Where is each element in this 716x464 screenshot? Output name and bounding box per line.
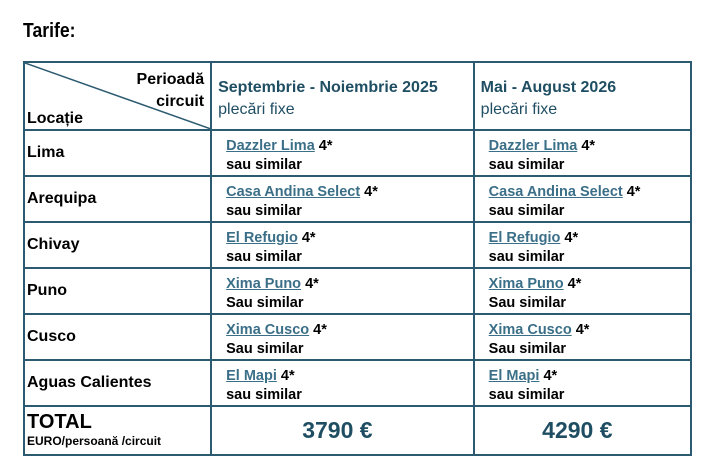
total-label: TOTAL xyxy=(27,411,92,433)
hotel-link[interactable]: Xima Puno xyxy=(488,276,564,292)
hotel-stars: 4* xyxy=(360,184,378,200)
total-label-cell xyxy=(24,406,211,455)
hotel-cell xyxy=(211,314,474,360)
hotel-stars: 4* xyxy=(314,138,333,154)
period-header-1 xyxy=(211,62,474,130)
hotel-note: sau similar xyxy=(226,157,302,173)
hotel-link[interactable]: Xima Cusco xyxy=(488,322,572,338)
hotel-cell xyxy=(474,130,691,176)
hotel-stars: 4* xyxy=(622,184,641,200)
corner-header-cell xyxy=(24,62,211,130)
hotel-stars: 4* xyxy=(297,230,316,246)
location-name: Chivay xyxy=(27,236,80,253)
location-name: Aguas Calientes xyxy=(27,374,152,391)
period-subtitle: plecări fixe xyxy=(480,101,558,118)
tariff-table xyxy=(23,61,692,456)
hotel-link[interactable]: Casa Andina Select xyxy=(488,184,623,200)
table-row xyxy=(24,222,691,268)
hotel-note: sau similar xyxy=(488,157,565,173)
table-header-row xyxy=(24,62,691,130)
location-name: Lima xyxy=(27,144,65,161)
corner-period-line2: circuit xyxy=(156,93,205,110)
hotel-cell xyxy=(211,176,474,222)
hotel-note: sau similar xyxy=(226,249,302,265)
hotel-cell xyxy=(474,222,691,268)
hotel-link[interactable]: Casa Andina Select xyxy=(226,184,361,200)
hotel-stars: 4* xyxy=(309,322,327,338)
location-cell xyxy=(24,130,211,176)
hotel-note: sau similar xyxy=(226,203,302,219)
location-cell xyxy=(24,222,211,268)
hotel-note: Sau similar xyxy=(226,295,304,311)
table-row xyxy=(24,360,691,406)
price-cell xyxy=(474,406,691,455)
hotel-link[interactable]: El Refugio xyxy=(226,230,298,246)
hotel-cell xyxy=(474,268,691,314)
location-cell xyxy=(24,314,211,360)
hotel-stars: 4* xyxy=(563,276,582,292)
hotel-note: Sau similar xyxy=(488,295,567,311)
location-name: Arequipa xyxy=(27,190,97,207)
table-row xyxy=(24,176,691,222)
hotel-link[interactable]: Xima Puno xyxy=(226,276,302,292)
hotel-link[interactable]: El Mapi xyxy=(226,368,277,384)
hotel-stars: 4* xyxy=(301,276,319,292)
table-row xyxy=(24,130,691,176)
hotel-stars: 4* xyxy=(276,368,295,384)
corner-location-label: Locație xyxy=(27,110,84,127)
location-name: Puno xyxy=(27,282,67,299)
location-cell xyxy=(24,268,211,314)
price-cell xyxy=(211,406,474,455)
hotel-note: sau similar xyxy=(488,387,565,403)
hotel-stars: 4* xyxy=(539,368,558,384)
price-value: 4290 € xyxy=(542,417,613,443)
hotel-cell xyxy=(211,360,474,406)
corner-period-line1: Perioadă xyxy=(136,71,205,88)
hotel-link[interactable]: El Refugio xyxy=(488,230,561,246)
hotel-cell xyxy=(474,360,691,406)
table-row xyxy=(24,314,691,360)
hotel-note: Sau similar xyxy=(226,341,304,357)
hotel-stars: 4* xyxy=(571,322,590,338)
location-cell xyxy=(24,176,211,222)
hotel-note: Sau similar xyxy=(488,341,567,357)
hotel-cell xyxy=(474,176,691,222)
hotel-link[interactable]: Dazzler Lima xyxy=(488,138,578,154)
hotel-cell xyxy=(474,314,691,360)
total-sublabel: EURO/persoană /circuit xyxy=(27,434,162,448)
hotel-note: sau similar xyxy=(226,387,302,403)
hotel-stars: 4* xyxy=(577,138,596,154)
hotel-link[interactable]: Xima Cusco xyxy=(226,322,310,338)
period-title: Septembrie - Noiembrie 2025 xyxy=(218,79,438,96)
location-name: Cusco xyxy=(27,328,76,345)
period-header-2 xyxy=(474,62,691,130)
page-title: Tarife: xyxy=(23,20,76,42)
price-value: 3790 € xyxy=(302,417,373,443)
total-row xyxy=(24,406,691,455)
hotel-note: sau similar xyxy=(488,203,565,219)
corner-period-label xyxy=(137,69,205,113)
hotel-link[interactable]: El Mapi xyxy=(488,368,540,384)
period-subtitle: plecări fixe xyxy=(218,101,295,118)
table-row xyxy=(24,268,691,314)
hotel-note: sau similar xyxy=(488,249,565,265)
location-cell xyxy=(24,360,211,406)
hotel-cell xyxy=(211,130,474,176)
hotel-stars: 4* xyxy=(560,230,579,246)
hotel-cell xyxy=(211,268,474,314)
hotel-link[interactable]: Dazzler Lima xyxy=(226,138,315,154)
period-title: Mai - August 2026 xyxy=(480,79,617,96)
hotel-cell xyxy=(211,222,474,268)
